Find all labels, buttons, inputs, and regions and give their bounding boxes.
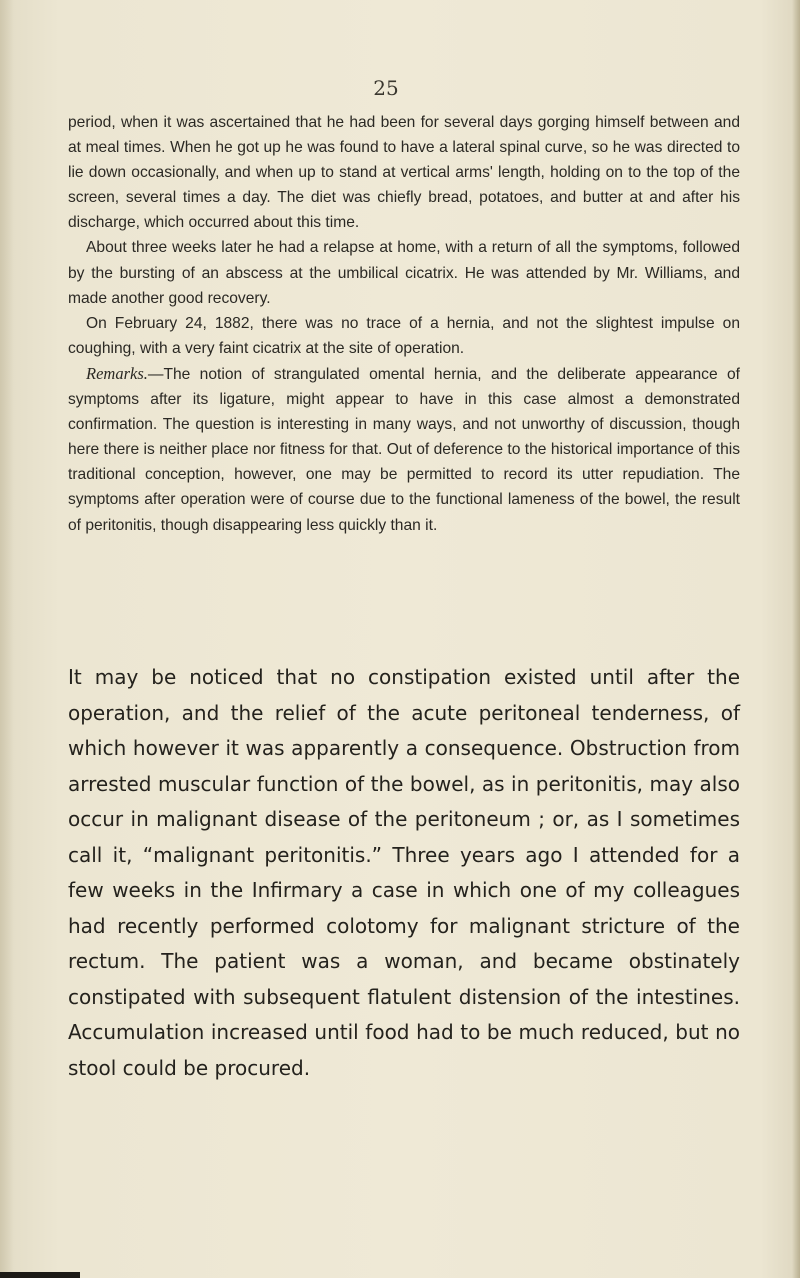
paragraph-followup: On February 24, 1882, there was no trace of a hernia, and not the slightest impulse on coughing, with a very faint cicatrix at the site of operation. [68,314,740,357]
paragraph-recovery: period, when it was ascertained that he had been for several days gorging himself between and at meal times. When he got up he was found to have a lateral spinal curve, so he was directed to lie down occasionally, and when up to stand at vertical arms' length, holding on to the top of the screen, several times a day. The diet was chiefly bread, potatoes, and butter at and after his discharge, which occurred about this time. [68,114,740,232]
scan-corner-mark [0,1272,80,1278]
remarks-label: Remarks. [86,363,148,383]
remarks-text: —The notion of strangulated omental hernia, and the deliberate appearance of symptoms after its ligature, might appear to have in this case almost a demonstrated confirmation. The question is interesting in many ways, and not unworthy of discussion, though here there is neither place nor fitness for that. Out of deference to the historical importance of this traditional conception, however, one may be permitted to record its utter repudiation. The symptoms after operation were of course due to the functional lameness of the bowel, the result of peritonitis, though disappearing less quickly than it. [68,365,740,534]
paragraph-constipation: It may be noticed that no constipation existed until after the operation, and the relief of the acute peritoneal tenderness, of which however it was apparently a consequence. Obstruction from arrested muscular function of the bowel, as in peritonitis, may also occur in malignant disease of the peritoneum ; or, as I sometimes call it, “malignant peritonitis.” Three years ago I attended for a few weeks in the Infirmary a case in which one of my colleagues had recently performed colotomy for malignant stricture of the rectum. The patient was a woman, and became obstinately constipated with subsequent flatulent distension of the intestines. Accumulation increased until food had to be much reduced, but no stool could be procured. [68,665,740,1080]
page-edge-shadow [792,0,800,1278]
paragraph-relapse: About three weeks later he had a relapse at home, with a return of all the symptoms, followed by the bursting of an abscess at the umbilical cicatrix. He was attended by Mr. Williams, and made another good recovery. [68,239,740,307]
case-notes [68,110,740,538]
page-number: 25 [373,76,399,100]
main-commentary [68,660,740,1086]
paragraph-remarks [68,361,740,538]
page-gutter-shadow [0,0,14,1278]
